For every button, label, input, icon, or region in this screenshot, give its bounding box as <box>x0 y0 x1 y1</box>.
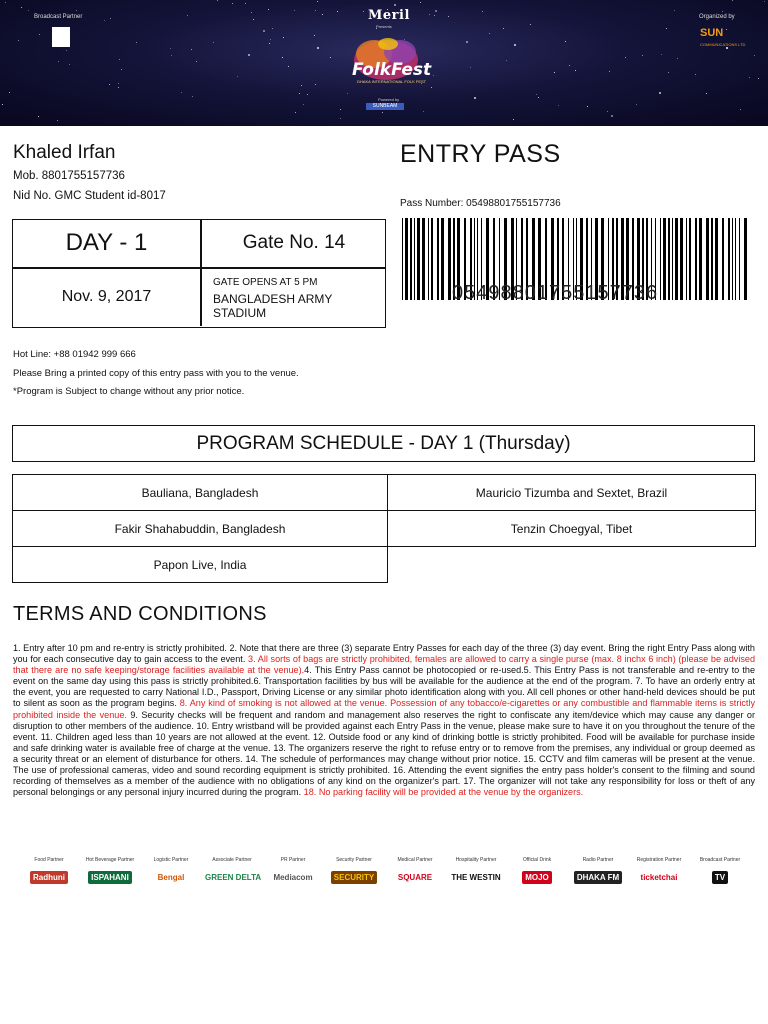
partner-item <box>629 857 689 885</box>
partner-item <box>324 857 384 885</box>
star <box>554 72 555 73</box>
star <box>245 3 246 4</box>
barcode-bar <box>672 218 673 300</box>
gate-number: Gate No. 14 <box>242 232 346 253</box>
star <box>109 84 110 85</box>
partner-logo: SECURITY <box>331 871 377 884</box>
partner-item <box>507 857 567 885</box>
partner-label: Hot Beverage Partner <box>85 857 135 863</box>
event-day: DAY - 1 <box>65 229 148 256</box>
table-row <box>13 475 756 511</box>
event-venue: BANGLADESH ARMY STADIUM <box>213 292 333 320</box>
star <box>347 93 348 94</box>
star <box>39 34 40 35</box>
barcode-bar <box>668 218 670 300</box>
star <box>268 9 269 10</box>
star <box>609 71 610 72</box>
powered-by-label: Powered by <box>378 97 400 102</box>
barcode-bar <box>744 218 747 300</box>
star <box>295 112 296 113</box>
star <box>758 78 759 79</box>
table-cell: Mauricio Tizumba and Sextet, Brazil <box>388 475 756 511</box>
star <box>294 10 295 11</box>
barcode-bar <box>689 218 691 300</box>
star <box>322 14 323 15</box>
star <box>677 58 678 59</box>
star <box>217 0 218 1</box>
pass-number: Pass Number: 05498801755157736 <box>400 198 561 209</box>
star <box>394 4 396 6</box>
star <box>538 97 539 98</box>
star <box>288 66 289 67</box>
star <box>301 85 302 86</box>
star <box>248 54 250 56</box>
star <box>253 19 254 20</box>
partner-label: Hospitality Partner <box>455 857 497 863</box>
star <box>317 1 318 2</box>
partner-label: Broadcast Partner <box>699 857 741 863</box>
star <box>118 83 119 84</box>
star <box>263 30 265 32</box>
star <box>69 64 70 65</box>
star <box>18 40 19 41</box>
star <box>330 57 331 58</box>
terms-title: TERMS AND CONDITIONS <box>13 603 267 625</box>
star <box>668 72 669 73</box>
terms-part: 4. This Entry Pass cannot be photocopied or re-used.5. This Entry Pass is not transferable and re-entry to the event on the same day using this pass is strictly prohibited.6. Transportation facilities by bus will be available for the audience at the end of the program. 7. To have an orderly entry at the event, you are requested to carry National I.D., Passport, Driving License or any similar photo identification along with you. All cell phones or other hand-held devices should be put to silent as soon as the program begins. <box>13 665 755 709</box>
attendee-mobile: Mob. 8801755157736 <box>13 170 125 182</box>
organized-by-label: Organized by <box>699 14 735 20</box>
star <box>706 93 707 94</box>
partner-logo: GREEN DELTA <box>202 871 264 884</box>
barcode-bar <box>706 218 709 300</box>
star <box>749 77 750 78</box>
star <box>2 104 3 105</box>
star <box>482 11 483 12</box>
partner-item <box>19 857 79 885</box>
star <box>506 60 507 61</box>
star <box>118 87 119 88</box>
star <box>740 109 741 110</box>
barcode-bar <box>680 218 683 300</box>
star <box>726 47 728 49</box>
star <box>558 105 559 106</box>
table-cell: Papon Live, India <box>13 547 388 583</box>
star <box>489 33 490 34</box>
partner-logo: SQUARE <box>395 871 435 884</box>
star <box>722 11 723 12</box>
broadcast-partner-label: Broadcast Partner <box>34 14 83 20</box>
star <box>196 61 197 62</box>
star <box>110 18 111 19</box>
star <box>317 47 319 49</box>
attendee-name: Khaled Irfan <box>13 142 116 163</box>
organizer-logo: SUN <box>700 27 724 39</box>
partner-item <box>202 857 262 885</box>
star <box>382 112 383 113</box>
table-cell-empty <box>388 547 756 583</box>
star <box>363 11 364 12</box>
partner-logo: Mediacom <box>270 871 315 884</box>
partner-logo: TV <box>712 871 728 884</box>
partner-label: Radio Partner <box>582 857 614 863</box>
barcode-bar <box>675 218 678 300</box>
partner-item <box>385 857 445 885</box>
star <box>251 12 252 13</box>
star <box>307 94 308 95</box>
folkfest-subtitle: DHAKA INTERNATIONAL FOLK FEST <box>357 79 427 84</box>
partner-logo: THE WESTIN <box>448 871 503 884</box>
attendee-nid: Nid No. GMC Student id-8017 <box>13 190 166 202</box>
barcode-bar <box>739 218 740 300</box>
star <box>569 65 570 66</box>
star <box>607 111 608 112</box>
table-cell: Fakir Shahabuddin, Bangladesh <box>13 511 388 547</box>
folkfest-title: FolkFest <box>352 60 432 80</box>
star <box>170 48 171 49</box>
barcode-bar <box>699 218 702 300</box>
partner-logo: Radhuni <box>30 871 68 884</box>
star <box>536 94 537 95</box>
star <box>21 7 22 8</box>
star <box>66 50 67 51</box>
star <box>213 42 214 43</box>
star <box>435 10 437 12</box>
star <box>636 104 637 105</box>
star <box>191 49 192 50</box>
star <box>340 109 341 110</box>
star <box>340 118 341 119</box>
barcode-bar <box>663 218 666 300</box>
star <box>575 70 576 71</box>
star <box>661 54 662 55</box>
star <box>121 69 122 70</box>
table-cell: Tenzin Choegyal, Tibet <box>388 511 756 547</box>
program-change-notice: *Program is Subject to change without any prior notice. <box>13 386 245 397</box>
sponsor-logo: Meril <box>368 8 410 23</box>
star <box>187 15 188 16</box>
star <box>315 10 316 11</box>
star <box>315 84 316 85</box>
star <box>314 35 315 36</box>
partner-label: Official Drink <box>522 857 552 863</box>
star <box>337 11 338 12</box>
schedule-table <box>12 474 756 583</box>
star <box>192 96 193 97</box>
terms-highlight: 3. All sorts of bags are strictly prohibited, females are allowed to carry a single purse (max. 8 inchx 6 inch) (please be advised that there are no safe keeping/storage facilities available at the venue). <box>13 654 756 676</box>
terms-part: 1. Entry after 10 pm and re-entry is strictly prohibited. 2. Note that there are three (3) separate Entry Passes for each day of the three (3) day event. Bring the right Entry Pass along with you for each consecutive day to gain access to the event. <box>13 643 755 665</box>
partner-item <box>141 857 201 885</box>
barcode-bar <box>711 218 713 300</box>
star <box>764 1 765 2</box>
terms-highlight: 8. Any kind of smoking is not allowed at the venue. Possession of any tobacco/e-cigarettes or any combustible and flammable items is strictly prohibited inside the venue. <box>13 698 756 720</box>
star <box>674 10 675 11</box>
star <box>237 76 238 77</box>
barcode-bar <box>414 218 415 300</box>
barcode-bar <box>732 218 733 300</box>
powered-by-logo: SUNBEAM <box>366 103 404 110</box>
star <box>659 92 661 94</box>
barcode-bar <box>417 218 420 300</box>
entry-pass-title: ENTRY PASS <box>400 140 561 168</box>
barcode-bar <box>715 218 718 300</box>
star <box>434 15 435 16</box>
barcode-bar <box>405 218 408 300</box>
partner-item <box>690 857 750 885</box>
barcode-number: 05498801755157736 <box>452 282 659 304</box>
barcode-bar <box>428 218 429 300</box>
event-banner <box>0 0 768 126</box>
star <box>28 10 29 11</box>
table-row <box>13 511 756 547</box>
star <box>9 92 10 93</box>
partner-label: Food Partner <box>34 857 64 863</box>
event-details-box <box>12 219 386 328</box>
star <box>420 2 421 3</box>
star <box>503 28 504 29</box>
barcode-bar <box>431 218 433 300</box>
star <box>303 104 304 105</box>
schedule-title: PROGRAM SCHEDULE - DAY 1 (Thursday) <box>12 425 755 462</box>
barcode-bar <box>437 218 439 300</box>
star <box>513 119 514 120</box>
barcode-bar <box>728 218 730 300</box>
star <box>282 57 283 58</box>
barcode-bar <box>686 218 687 300</box>
broadcast-partner-logo <box>52 27 70 47</box>
partner-logo: DHAKA FM <box>574 871 622 884</box>
terms-part: 9. Security checks will be frequent and random and management also reserves the right to confiscate any item/device which may cause any danger or disruption to other members of the audience. 10. Entry wristband will be provided against each Entry Pass in the venue, please make sure to have it on you throughout the tenure of the event. 11. Children aged less than 10 years are not allowed at the event. 12. Outside food or any kind of drinking bottle is strictly prohibited. Food will be available for purchase inside and safe drinking water is available free of charge at the venue. 13. The organizers reserve the right to refuse entry or to remove from the premises, any individual or group deemed as a security threat or an element of disturbance for others. 14. The schedule of performances may change without prior notice. 15. CCTV and film cameras will be present at the venue. The use of professional cameras, video and sound recording equipment is strictly prohibited. 16. Attending the event signifies the entry pass holder's consent to the filming and sound recording of themselves as a member of the audience with no obligations of any kind on the organizer's part. 17. The organizer will not take any responsibility for loss or theft of any personal belongings or any personal injury incurred during the program. <box>13 709 755 798</box>
star <box>181 92 182 93</box>
barcode-bar <box>695 218 697 300</box>
star <box>429 14 430 15</box>
star <box>470 67 471 68</box>
star <box>754 55 755 56</box>
star <box>433 75 434 76</box>
barcode-bar <box>402 218 403 300</box>
star <box>514 44 516 46</box>
star <box>283 37 284 38</box>
star <box>530 24 531 25</box>
partner-item <box>80 857 140 885</box>
gate-opens-time: GATE OPENS AT 5 PM <box>213 277 318 288</box>
star <box>270 39 271 40</box>
star <box>666 28 667 29</box>
partner-label: Registration Partner <box>636 857 682 863</box>
star <box>269 43 270 44</box>
partner-logo: MOJO <box>522 871 552 884</box>
partner-label: Medical Partner <box>397 857 433 863</box>
star <box>299 93 300 94</box>
star <box>136 42 137 43</box>
partner-label: Logistic Partner <box>153 857 189 863</box>
star <box>565 41 566 42</box>
barcode-bar <box>735 218 736 300</box>
partner-item <box>446 857 506 885</box>
star <box>474 97 476 99</box>
organizer-subtitle: COMMUNICATIONS LTD <box>700 42 746 47</box>
star <box>642 55 643 56</box>
barcode-bar <box>660 218 661 300</box>
partner-label: PR Partner <box>280 857 306 863</box>
star <box>171 55 172 56</box>
star <box>58 61 59 62</box>
barcode-bar <box>441 218 444 300</box>
star <box>726 29 727 30</box>
terms-highlight: 18. No parking facility will be provided at the venue by the organizers. <box>303 787 584 798</box>
barcode-bar <box>448 218 451 300</box>
barcode-bar <box>410 218 412 300</box>
star <box>448 16 449 17</box>
event-date: Nov. 9, 2017 <box>61 288 152 305</box>
star <box>38 116 39 117</box>
star <box>423 111 424 112</box>
star <box>466 41 468 43</box>
star <box>625 57 626 58</box>
terms-text <box>13 643 755 798</box>
star <box>104 20 105 21</box>
partner-item <box>263 857 323 885</box>
table-row <box>13 547 756 583</box>
barcode-bar <box>422 218 425 300</box>
table-cell: Bauliana, Bangladesh <box>13 475 388 511</box>
star <box>57 120 58 121</box>
partner-label: Security Partner <box>336 857 372 863</box>
barcode-bar <box>722 218 724 300</box>
star <box>732 0 733 1</box>
star <box>5 2 6 3</box>
partner-item <box>568 857 628 885</box>
hotline: Hot Line: +88 01942 999 666 <box>13 349 136 360</box>
presents-label: Presents <box>376 24 392 29</box>
star <box>431 87 432 88</box>
star <box>272 28 273 29</box>
partner-logo: ISPAHANI <box>88 871 132 884</box>
star <box>232 3 233 4</box>
star <box>76 10 77 11</box>
star <box>119 59 120 60</box>
partner-label: Associate Partner <box>212 857 252 863</box>
partner-logo: Bengal <box>155 871 188 884</box>
partner-logo: ticketchai <box>638 871 681 884</box>
star <box>587 106 588 107</box>
star <box>695 74 696 75</box>
print-notice: Please Bring a printed copy of this entry pass with you to the venue. <box>13 368 299 379</box>
star <box>611 115 613 117</box>
